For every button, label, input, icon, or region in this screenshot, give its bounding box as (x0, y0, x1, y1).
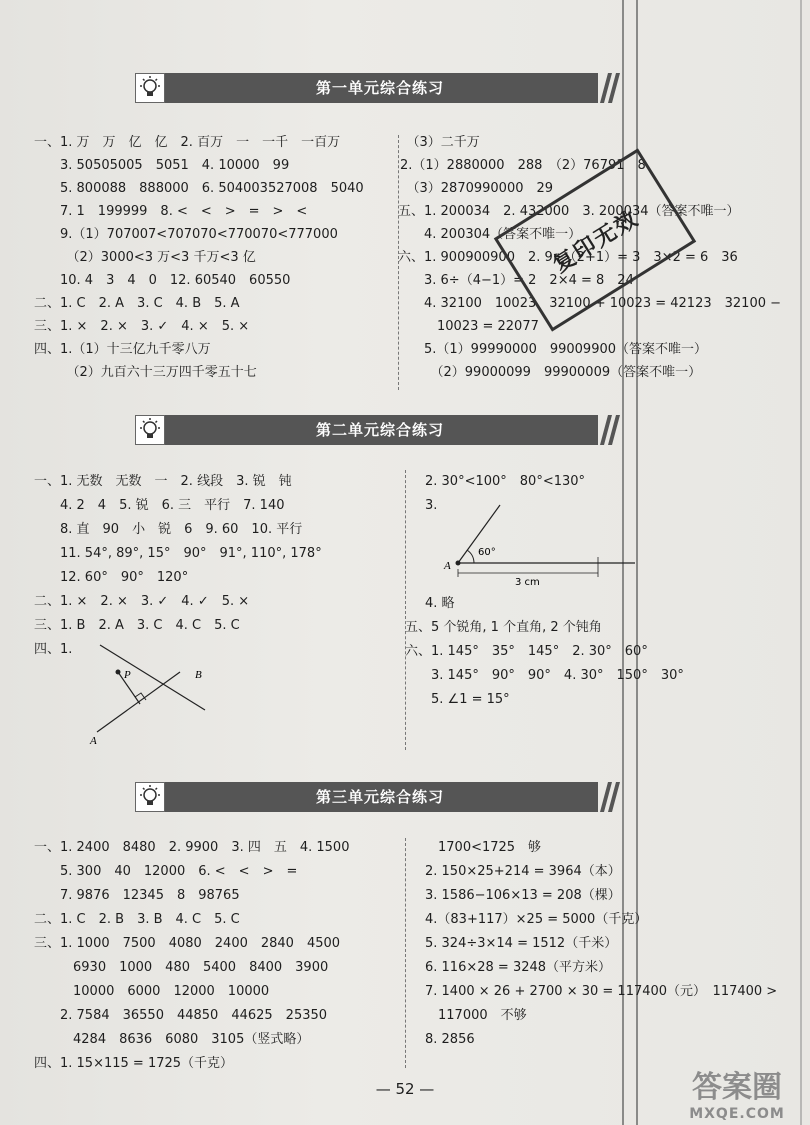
angle-figure (440, 495, 640, 587)
lightbulb-icon (135, 782, 165, 812)
answer-line: （3）2870990000 29 (400, 181, 554, 196)
answer-line: 7. 1400 × 26 + 2700 × 30 = 117400（元） 117400 > (425, 984, 778, 999)
answer-line: 6930 1000 480 5400 8400 3900 (34, 960, 329, 975)
answer-line: （2）3000<3 万<3 千万<3 亿 (34, 250, 256, 265)
watermark-logo-text: 答案圈 (692, 1070, 782, 1105)
answer-line: 9.（1）707007<707070<770070<777000 (34, 227, 338, 242)
stripe-decoration (598, 782, 620, 812)
answer-line: 2. 7584 36550 44850 44625 25350 (34, 1008, 328, 1023)
answer-line: 6. 116×28 = 3248（平方米） (425, 960, 612, 975)
answer-line: 四、1. 15×115 = 1725（千克） (34, 1056, 234, 1071)
answer-line: 六、1. 900900900 2. 9÷（2+1）= 3 3×2 = 6 36 (398, 250, 738, 265)
site-watermark (672, 1070, 802, 1120)
watermark-url: MXQE.COM (689, 1106, 785, 1122)
answer-line: 4. 2 4 5. 锐 6. 三 平行 7. 140 (34, 498, 285, 513)
answer-line: 二、1. C 2. B 3. B 4. C 5. C (34, 912, 240, 927)
answer-line: 一、1. 无数 无数 一 2. 线段 3. 锐 钝 (34, 474, 292, 489)
answer-line: 10000 6000 12000 10000 (34, 984, 270, 999)
stripe-decoration (598, 73, 620, 103)
page-number: — 52 — (375, 1080, 435, 1098)
answer-line: 2. 150×25+214 = 3964（本） (425, 864, 621, 879)
answer-line: 4. 200304（答案不唯一） (398, 227, 582, 242)
page-edge-line (800, 0, 802, 1125)
answer-line: 5. 300 40 12000 6. < < > = (34, 864, 298, 879)
figure-line (100, 645, 205, 710)
answer-line: 二、1. × 2. × 3. ✓ 4. ✓ 5. × (34, 594, 250, 609)
copy-stamp: 复印无效 (494, 148, 696, 331)
label-a: A (90, 735, 97, 747)
answer-line: 2. 30°<100° 80°<130° (425, 474, 586, 489)
label-b: B (195, 669, 202, 681)
section-banner-2 (135, 415, 620, 445)
answer-line: （2）九百六十三万四千零五十七 (34, 365, 257, 380)
answer-line: 四、1. (34, 642, 73, 657)
column-divider (405, 838, 406, 1068)
label-p: P (124, 669, 131, 681)
answer-line: 二、1. C 2. A 3. C 4. B 5. A (34, 296, 240, 311)
section-title: 第三单元综合练习 (315, 788, 444, 806)
answer-line: 5. 324÷3×14 = 1512（千米） (425, 936, 618, 951)
answer-line: 8. 直 90 小 锐 6 9. 60 10. 平行 (34, 522, 303, 537)
stripe-decoration (598, 415, 620, 445)
answer-line: 10023 = 22077 (398, 319, 539, 334)
answer-line: 四、1.（1）十三亿九千零八万 (34, 342, 211, 357)
answer-line: （3）二千万 (400, 135, 480, 150)
answer-line: 三、1. B 2. A 3. C 4. C 5. C (34, 618, 240, 633)
answer-line: 5. 800088 888000 6. 50400352700​8 5040 (34, 181, 364, 196)
answer-line: 4.（83+117）×25 = 5000（千克） (425, 912, 648, 927)
answer-line: 3. 50505005 5051 4. 10000 99 (34, 158, 290, 173)
answer-line: 10. 4 3 4 0 12. 60540 60550 (34, 273, 291, 288)
section-title: 第二单元综合练习 (315, 421, 444, 439)
answer-line: 3. 145° 90° 90° 4. 30° 150° 30° (405, 668, 684, 683)
section-title: 第一单元综合练习 (315, 79, 444, 97)
answer-line: 六、1. 145° 35° 145° 2. 30° 60° (405, 644, 648, 659)
section-banner-3 (135, 782, 620, 812)
lightbulb-icon (135, 73, 165, 103)
answer-line: 3. 1586−106×13 = 208（棵） (425, 888, 621, 903)
answer-line: 3. 6÷（4−1）= 2 2×4 = 8 24 (398, 273, 634, 288)
answer-line: 12. 60° 90° 120° (34, 570, 189, 585)
perpendicular-figure (85, 640, 215, 750)
answer-line: 117000 不够 (425, 1008, 527, 1023)
answer-line: 2.（1）2880000 288 （2）76791 8 (400, 158, 646, 173)
answer-line: （2）99000099 99900009（答案不唯一） (398, 365, 702, 380)
answer-line: 1700<1725 够 (425, 840, 542, 855)
answer-line: 五、5 个锐角, 1 个直角, 2 个钝角 (405, 620, 602, 635)
answer-line: 三、1. × 2. × 3. ✓ 4. × 5. × (34, 319, 250, 334)
lightbulb-icon (135, 415, 165, 445)
section-banner-1 (135, 73, 620, 103)
answer-line: 5.（1）99990000 99009900（答案不唯一） (398, 342, 708, 357)
answer-line: 5. ∠1 = 15° (405, 692, 510, 707)
angle-label: 60° (478, 547, 496, 558)
answer-line: 8. 2856 (425, 1032, 475, 1047)
answer-line: 11. 54°, 89°, 15° 90° 91°, 110°, 178° (34, 546, 322, 561)
answer-line: 7. 9876 12345 8 98765 (34, 888, 240, 903)
answer-line: 3. (425, 498, 438, 513)
vertex-a (456, 561, 461, 566)
answer-line: 7. 1 199999 8. < < > = > < (34, 204, 308, 219)
answer-line: 4. 略 (425, 596, 455, 611)
length-label: 3 cm (515, 577, 540, 587)
answer-line: 4284 8636 6080 3105（竖式略） (34, 1032, 310, 1047)
answer-line: 一、1. 万 万 亿 亿 2. 百万 一 一千 一百万 (34, 135, 341, 150)
answer-line: 一、1. 2400 8480 2. 9900 3. 四 五 4. 1500 (34, 840, 350, 855)
label-a: A (444, 560, 451, 572)
answer-line: 三、1. 1000 7500 4080 2400 2840 4500 (34, 936, 341, 951)
point-p (116, 670, 121, 675)
answer-line: 4. 32100 10023 32100 + 10023 = 42123 32100 − (398, 296, 782, 311)
answer-line: 五、1. 200034 2. 432000 3. 200034（答案不唯一） (398, 204, 740, 219)
angle-arc (467, 550, 474, 563)
